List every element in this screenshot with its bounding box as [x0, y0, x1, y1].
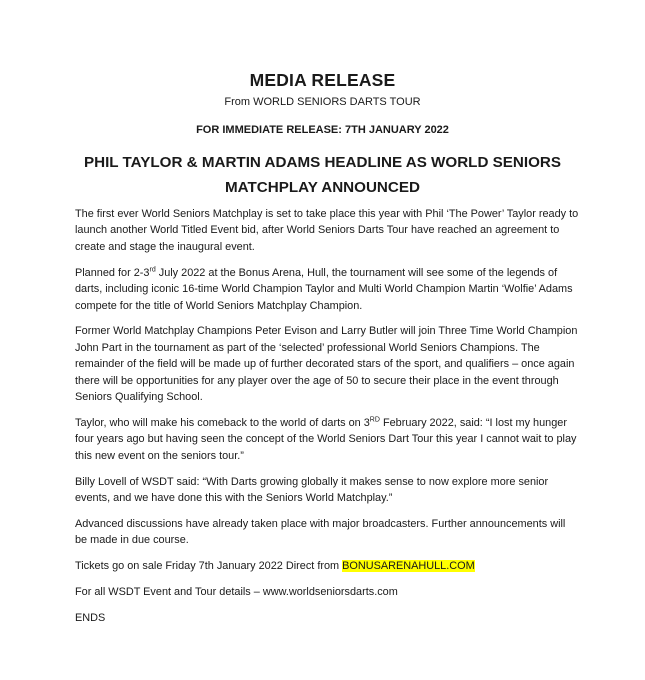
paragraph-taylor-quote: [75, 415, 580, 464]
paragraph-taylor-text-b: February 2022, said: “I lost my hunger four years ago but having seen the concept of the World Seniors Dart Tour this year I cannot wait to play this new event on the seniors tour.”: [75, 416, 577, 462]
release-date-line: FOR IMMEDIATE RELEASE: 7TH JANUARY 2022: [196, 124, 449, 136]
article-body: [75, 206, 580, 636]
paragraph-intro: The first ever World Seniors Matchplay is set to take place this year with Phil ‘The Power’ Taylor ready to launch another World Titled Event bid, after World Seniors Darts Tour have reached an agreement to create and stage the inaugural event.: [75, 208, 579, 253]
document-title: MEDIA RELEASE: [249, 70, 396, 90]
headline: [60, 150, 585, 200]
paragraph-players: Former World Matchplay Champions Peter Evison and Larry Butler will join Three Time World Champion John Part in the tournament as part of the ‘selected’ professional World Seniors Champions. The remainder of the field will be made up of further decorated stars of the sport, and qualifiers – once again there will be opportunities for any player over the age of 50 to secure their place in the event through Seniors Qualifying School.: [75, 325, 578, 404]
source-line: From WORLD SENIORS DARTS TOUR: [224, 96, 421, 108]
paragraph-venue: [75, 265, 580, 314]
ordinal-suffix: rd: [149, 266, 156, 274]
headline-line-2: MATCHPLAY ANNOUNCED: [225, 179, 420, 196]
paragraph-broadcasters: Advanced discussions have already taken place with major broadcasters. Further announcements will be made in due course.: [75, 518, 566, 547]
paragraph-tickets: [75, 558, 580, 574]
ticket-link[interactable]: BONUSARENAHULL.COM: [342, 560, 475, 573]
paragraph-lovell-quote: Billy Lovell of WSDT said: “With Darts growing globally it makes sense to now explore more senior events, and we have done this with the Seniors World Matchplay.”: [75, 475, 549, 505]
paragraph-taylor-text-a: Taylor, who will make his comeback to the world of darts on 3: [75, 416, 370, 429]
ordinal-suffix: RD: [369, 416, 380, 424]
paragraph-venue-text-a: Planned for 2-3: [75, 266, 150, 279]
paragraph-details: For all WSDT Event and Tour details – www.worldseniorsdarts.com: [75, 586, 398, 599]
paragraph-tickets-text: Tickets go on sale Friday 7th January 2022 Direct from: [75, 560, 343, 573]
paragraph-venue-text-b: July 2022 at the Bonus Arena, Hull, the tournament will see some of the legends of darts, including iconic 16-time World Champion Taylor and Multi World Champion Martin ‘Wolfie’ Adams compete for the title of World Seniors Matchplay Champion.: [75, 266, 573, 312]
headline-line-1: PHIL TAYLOR & MARTIN ADAMS HEADLINE AS WORLD SENIORS: [83, 154, 561, 171]
ends-marker: ENDS: [75, 612, 106, 625]
